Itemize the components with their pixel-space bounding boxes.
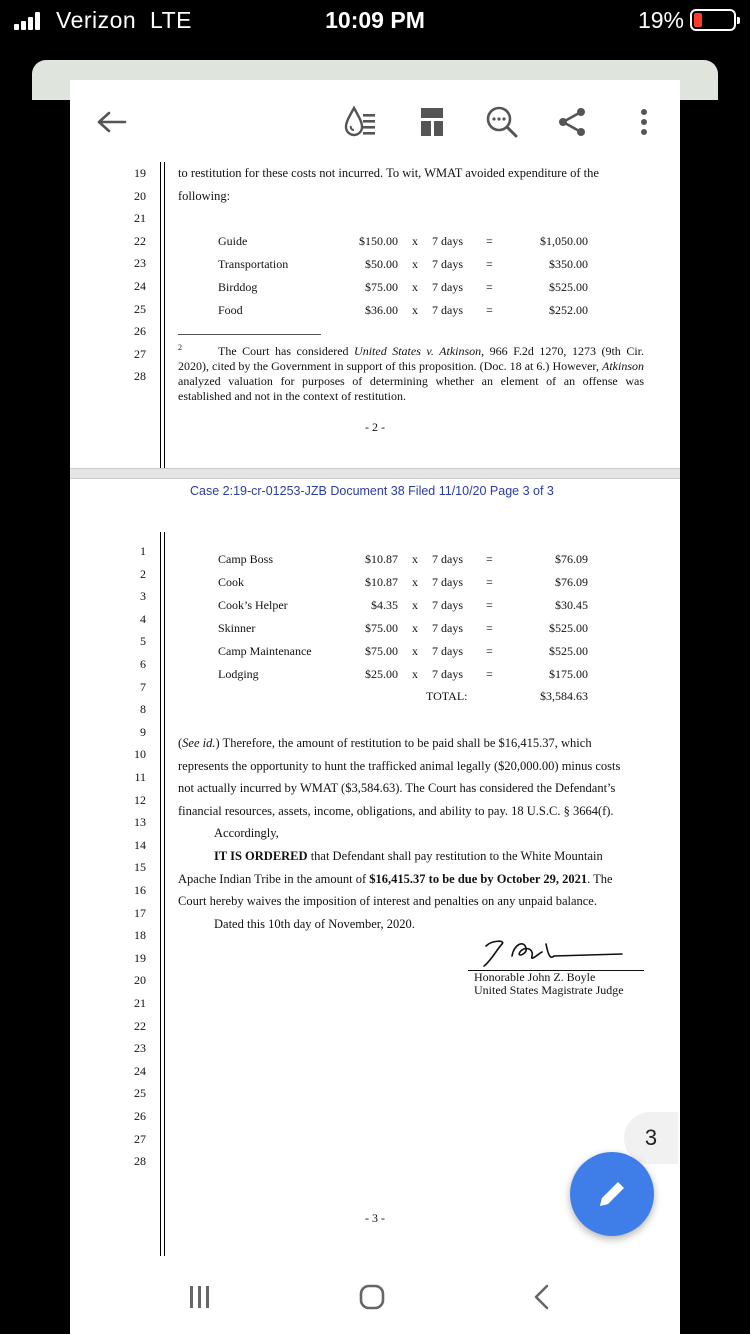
page3-x: x (412, 667, 418, 681)
page2-row (218, 234, 658, 254)
edit-button[interactable] (570, 1152, 654, 1236)
total-value: $3,584.63 (540, 689, 588, 703)
footnote: $^2$ The Court has considered United States v. Atkinson, 966 F.2d 1270, 1273 (9th Cir. 2020), cited by the Government in support of this proposition. (Doc. 18 at 6.) However, Atkinson analyzed valuation for purposes of determining whether an element of an offense was established and not in the context of restitution. (178, 343, 644, 403)
line-number: 7 (140, 679, 146, 694)
line-number: 27 (134, 1131, 146, 1146)
line-number: 5 (140, 634, 146, 649)
page3-rate: $25.00 (365, 667, 398, 681)
battery-icon (690, 9, 736, 31)
page3-item: Camp Maintenance (218, 644, 312, 658)
total-label: TOTAL: (426, 689, 468, 703)
line-number: 27 (134, 346, 146, 361)
line-number: 16 (134, 883, 146, 897)
page3-total: $525.00 (549, 644, 588, 658)
line-number: 6 (140, 657, 146, 671)
page2-rate: $50.00 (365, 257, 398, 271)
page2-x: x (412, 280, 418, 294)
judge-name: Honorable John Z. Boyle (468, 970, 644, 984)
page3-total: $76.09 (555, 552, 588, 566)
line-number: 10 (134, 747, 146, 762)
page3-days: 7 days (432, 598, 463, 612)
read-mode-icon[interactable] (410, 102, 454, 142)
page3-days: 7 days (432, 552, 463, 566)
line-number: 19 (134, 166, 146, 180)
back-arrow-icon[interactable] (90, 102, 134, 142)
line-number: 23 (134, 256, 146, 271)
page3-x: x (412, 598, 418, 612)
line-number: 11 (134, 770, 146, 784)
page3-total: $525.00 (549, 621, 588, 635)
line-number: 22 (134, 1018, 146, 1033)
line-number: 18 (134, 928, 146, 943)
search-icon[interactable] (480, 102, 524, 142)
page3-rate: $75.00 (365, 644, 398, 658)
clock: 10:09 PM (325, 7, 425, 33)
more-vert-icon[interactable] (622, 102, 666, 142)
page2-days: 7 days (432, 234, 463, 248)
page2-item: Guide (218, 234, 248, 248)
page2-eq: = (486, 234, 493, 248)
page3-item: Cook’s Helper (218, 598, 288, 612)
system-nav-bar (70, 1256, 680, 1334)
page3-days: 7 days (432, 621, 463, 635)
page-separator (70, 468, 680, 479)
page3-item: Cook (218, 575, 245, 589)
page3-eq: = (486, 552, 493, 566)
recent-apps-icon[interactable] (188, 1284, 212, 1315)
line-number: 17 (134, 905, 146, 920)
line-number: 28 (134, 1154, 146, 1169)
total-row (218, 689, 658, 709)
page3-days: 7 days (432, 575, 463, 589)
line-number: 26 (134, 324, 146, 339)
line-number: 20 (134, 973, 146, 988)
page3-rate: $4.35 (371, 598, 398, 612)
page3-paragraph: (See id.) Therefore, the amount of restitution to be paid shall be $16,415.37, which represents the opportunity to hunt the trafficked animal legally ($20,000.00) minus costs not actually incurred by WMAT ($3,584.63). The Court has considered the Defendant’s financial resources, assets, income, obligations, and ability to pay. 18 U.S.C. § 3664(f). Accordingly, IT IS ORDERED that Defendant shall pay restitution to the White Mountain Apache Indian Tribe in the amount of $16,415.37 to be due by October 29, 2021. The Court hereby waives the imposition of interest and penalties on any unpaid balance. Dated this 10th day of November, 2020. (178, 736, 621, 931)
line-number: 3 (140, 589, 146, 604)
signature-block (468, 936, 644, 997)
line-number: 19 (134, 950, 146, 965)
page3-days: 7 days (432, 667, 463, 681)
page3-rate: $10.87 (365, 552, 398, 566)
page2-row (218, 257, 658, 277)
page2-row (218, 280, 658, 300)
page2-x: x (412, 303, 418, 317)
line-number: 1 (140, 544, 146, 558)
line-number: 12 (134, 792, 146, 807)
page2-eq: = (486, 280, 493, 294)
carrier-label: Verizon LTE (56, 7, 192, 33)
line-number: 24 (134, 1063, 146, 1078)
page2-total: $1,050.00 (540, 234, 588, 248)
line-number: 2 (140, 566, 146, 581)
page2-paragraph: to restitution for these costs not incurred. To wit, WMAT avoided expenditure of the following: (178, 166, 599, 203)
line-number: 13 (134, 815, 146, 830)
page3-row (218, 644, 658, 664)
page3-eq: = (486, 644, 493, 658)
judge-title: United States Magistrate Judge (474, 983, 624, 997)
share-icon[interactable] (550, 102, 594, 142)
page3-days: 7 days (432, 644, 463, 658)
line-number: 23 (134, 1041, 146, 1056)
page2-eq: = (486, 303, 493, 317)
page2-days: 7 days (432, 303, 463, 317)
page3-row (218, 621, 658, 641)
page2-x: x (412, 234, 418, 248)
page2-rate: $75.00 (365, 280, 398, 294)
page3-row (218, 598, 658, 618)
line-number: 28 (134, 369, 146, 384)
page-number-2: - 2 - (365, 420, 385, 434)
page2-total: $525.00 (549, 280, 588, 294)
page3-total: $76.09 (555, 575, 588, 589)
page2-rate: $36.00 (365, 303, 398, 317)
page3-x: x (412, 621, 418, 635)
page3-x: x (412, 575, 418, 589)
page2-item: Transportation (218, 257, 289, 271)
line-number: 21 (134, 996, 146, 1010)
page2-total: $252.00 (549, 303, 588, 317)
line-number: 14 (134, 837, 146, 852)
line-number: 9 (140, 724, 146, 739)
page3-row (218, 552, 658, 572)
line-number: 26 (134, 1109, 146, 1123)
page-indicator: 3 (624, 1112, 678, 1164)
page3-x: x (412, 552, 418, 566)
page-number-3: - 3 - (365, 1211, 385, 1225)
case-header: Case 2:19-cr-01253-JZB Document 38 Filed 11/10/20 Page 3 of 3 (190, 484, 554, 498)
page3-row (218, 575, 658, 595)
signature-mark (472, 934, 642, 970)
page3-item: Camp Boss (218, 552, 274, 566)
line-number: 21 (134, 211, 146, 226)
line-number: 20 (134, 188, 146, 203)
line-number: 22 (134, 233, 146, 248)
line-number: 25 (134, 1086, 146, 1101)
status-bar (0, 0, 750, 42)
page2-x: x (412, 257, 418, 271)
line-number: 8 (140, 702, 146, 717)
page3-eq: = (486, 575, 493, 589)
page3-rate: $75.00 (365, 621, 398, 635)
page3-total: $30.45 (555, 598, 588, 612)
home-icon[interactable] (358, 1284, 386, 1315)
line-number: 25 (134, 301, 146, 316)
ink-drop-icon[interactable] (338, 102, 382, 142)
page3-rate: $10.87 (365, 575, 398, 589)
page2-row (218, 303, 658, 323)
pencil-icon (594, 1176, 630, 1212)
page3-total: $175.00 (549, 667, 588, 681)
page3-eq: = (486, 667, 493, 681)
page3-eq: = (486, 598, 493, 612)
page3-item: Lodging (218, 667, 259, 681)
toolbar (70, 80, 680, 162)
page2-days: 7 days (432, 280, 463, 294)
page2-rate: $150.00 (359, 234, 398, 248)
page2-total: $350.00 (549, 257, 588, 271)
back-icon[interactable] (532, 1284, 552, 1315)
page2-item: Birddog (218, 280, 258, 294)
footnote-rule (178, 334, 321, 335)
page3-row (218, 667, 658, 687)
page3-eq: = (486, 621, 493, 635)
page3-item: Skinner (218, 621, 256, 635)
page2-item: Food (218, 303, 243, 317)
line-number: 15 (134, 860, 146, 875)
page2-days: 7 days (432, 257, 463, 271)
page2-eq: = (486, 257, 493, 271)
line-number: 4 (140, 611, 146, 626)
page3-x: x (412, 644, 418, 658)
line-number: 24 (134, 279, 146, 293)
battery-percent: 19% (637, 7, 684, 33)
